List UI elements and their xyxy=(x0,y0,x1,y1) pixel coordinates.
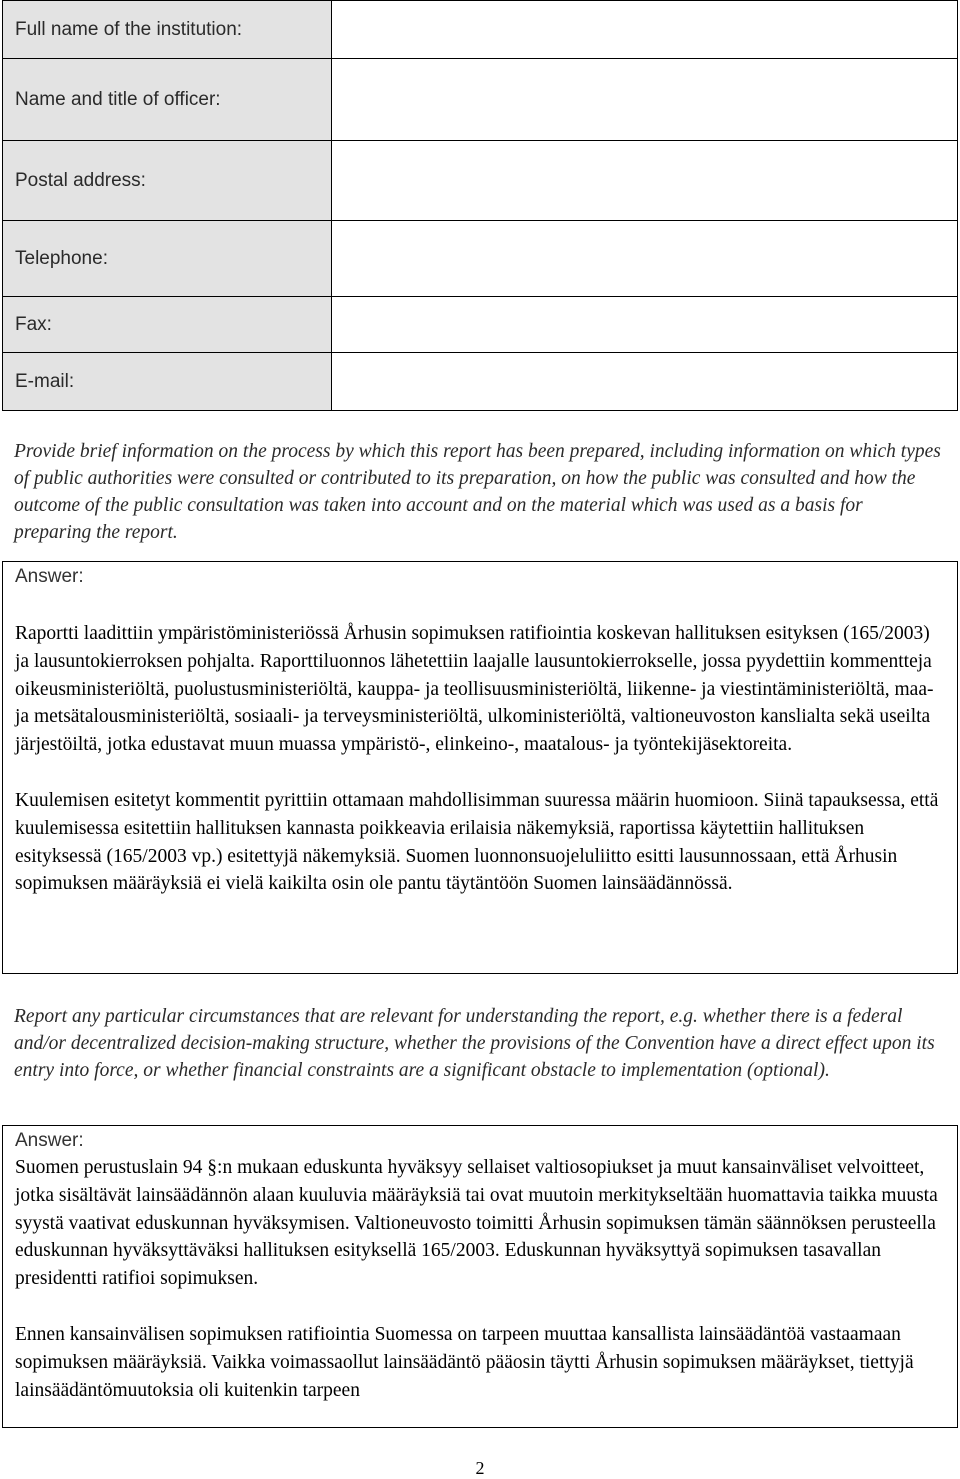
postal-address-label: Postal address: xyxy=(3,141,332,221)
postal-address-value[interactable] xyxy=(332,141,958,221)
fax-label: Fax: xyxy=(3,297,332,353)
answer-paragraph: Suomen perustuslain 94 §:n mukaan eduskunta hyväksyy sellaiset valtiosopiukset ja muut kansainväliset velvoitteet, jotka sisältävät lainsäädännön alaan kuuluvia määräyksiä tai ovat muutoin merkitykseltään huomattavia taikka muusta syystä vaativat eduskunnan hyväksymisen. Valtioneuvosto toimitti Århusin sopimuksen tämän säännöksen perusteella eduskunnan hyväksyttäväksi hallituksen esityksellä 165/2003. Eduskunnan hyväksyttyä sopimuksen tasavallan presidentti ratifioi sopimuksen. xyxy=(15,1157,938,1290)
answer-box-circumstances xyxy=(2,1125,958,1428)
contact-info-table xyxy=(2,0,958,411)
contact-row-email xyxy=(3,353,958,411)
officer-value[interactable] xyxy=(332,59,958,141)
page-number: 2 xyxy=(475,1458,485,1478)
institution-label: Full name of the institution: xyxy=(3,1,332,59)
particular-circumstances-question: Report any particular circumstances that are relevant for understanding the report, e.g. whether there is a federal and/or decentralized decision-making structure, whether the provisions of the Convention have a direct effect upon its entry into force, or whether financial constraints are a significant obstacle to implementation (optional). xyxy=(14,1006,935,1081)
contact-row-officer xyxy=(3,59,958,141)
answer-paragraph: Kuulemisen esitetyt kommentit pyrittiin ottamaan mahdollisimman suuressa määrin huomioon. Siinä tapauksessa, että kuulemisessa esitettiin hallituksen kannasta poikkeavia erilaisia näkemyksiä, raportissa käytettiin hallituksen esityksessä (165/2003 vp.) esitettyjä näkemyksiä. Suomen luonnonsuojeluliitto esitti lausunnossaan, että Århusin sopimuksen määräyksiä ei vielä kaikilta osin ole pantu täytäntöön Suomen lainsäädännössä. xyxy=(15,789,939,895)
telephone-value[interactable] xyxy=(332,221,958,297)
contact-row-institution xyxy=(3,1,958,59)
answer-paragraph: Ennen kansainvälisen sopimuksen ratifiointia Suomessa on tarpeen muuttaa kansallista lainsäädäntöä vastaamaan sopimuksen määräyksiä. Vaikka voimassaollut lainsäädäntö pääosin täytti Århusin sopimuksen määräykset, tiettyjä lainsäädäntömuutoksia oli kuitenkin tarpeen xyxy=(15,1323,914,1401)
contact-row-fax xyxy=(3,297,958,353)
contact-row-telephone xyxy=(3,221,958,297)
telephone-label: Telephone: xyxy=(3,221,332,297)
answer-paragraph: Raportti laadittiin ympäristöministeriössä Århusin sopimuksen ratifiointia koskevan hallituksen esityksen (165/2003) ja lausuntokierroksen pohjalta. Raporttiluonnos lähetettiin laajalle lausuntokierrokselle, jossa pyydettiin kommentteja oikeusministeriöltä, puolustusministeriöltä, kauppa- ja teollisuusministeriöltä, liikenne- ja viestintäministeriöltä, maa- ja metsätalousministeriöltä, sosiaali- ja terveysministeriöltä, ulkoministeriöltä, valtioneuvoston kanslialta sekä useilta järjestöiltä, jotka edustavat muun muassa ympäristö-, elinkeino-, maatalous- ja työntekijäsektoreita. xyxy=(15,623,934,756)
email-value[interactable] xyxy=(332,353,958,411)
report-preparation-question: Provide brief information on the process by which this report has been prepared, including information on which types of public authorities were consulted or contributed to its preparation, on how the public was consulted and how the outcome of the public consultation was taken into account and on the material which was used as a basis for preparing the report. xyxy=(14,441,941,543)
institution-value[interactable] xyxy=(332,1,958,59)
contact-row-postal xyxy=(3,141,958,221)
officer-label: Name and title of officer: xyxy=(3,59,332,141)
answer-label: Answer: xyxy=(15,566,84,587)
answer-label: Answer: xyxy=(15,1130,84,1151)
email-label: E-mail: xyxy=(3,353,332,411)
answer-box-preparation xyxy=(2,561,958,974)
fax-value[interactable] xyxy=(332,297,958,353)
